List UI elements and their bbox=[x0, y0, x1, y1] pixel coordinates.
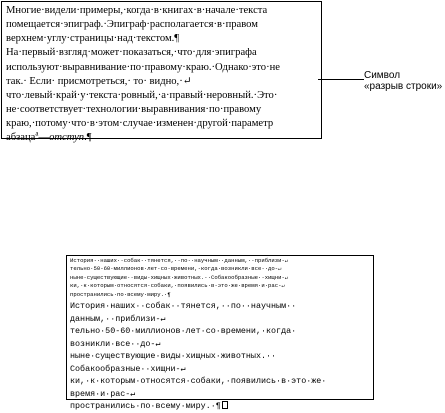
small-text-line: пространились·по·всему·миру.·¶ bbox=[70, 290, 171, 298]
text-line: Многие·видели·примеры,·когда·в·книгах·в·начале·текста bbox=[6, 5, 268, 16]
small-text-line: ки,·к·которым·относятся·собаки,·появились·в·это·же·время·и·рас-↵ bbox=[70, 282, 285, 290]
callout-label-line: Символ bbox=[364, 70, 401, 81]
large-text-line-last bbox=[70, 400, 371, 413]
small-text-line: тельно·50-60·миллионов·лет·со·времени,·когда·возникли·все··до-↵ bbox=[70, 265, 282, 273]
paragraph-end: .¶ bbox=[84, 132, 92, 144]
large-text-line: данным,··приблизи-↵ bbox=[70, 313, 166, 324]
large-text-line: пространились·по·всему·миру.· bbox=[70, 401, 216, 412]
italic-term: отступ bbox=[49, 132, 85, 144]
preview-box bbox=[66, 255, 374, 412]
large-text-line: возникли·все··до-↵ bbox=[70, 338, 161, 349]
callout-pointer-line bbox=[318, 79, 364, 80]
callout-label bbox=[364, 70, 444, 92]
text-line: не·соответствует·технологии·выравнивания·по·правому bbox=[6, 104, 262, 116]
example-paragraph-box bbox=[1, 1, 322, 144]
text-line: абзаца bbox=[6, 132, 36, 144]
large-text-line: тельно·50-60·миллионов·лет·со·времени,·когда· bbox=[70, 326, 297, 337]
superscript-mark: а bbox=[35, 129, 39, 138]
large-text-line: История·наших··собак··тянется,··по··научным·· bbox=[70, 301, 297, 312]
large-text-line: ки,·к·которым·относятся·собаки,·появились·в·это·же· bbox=[70, 376, 327, 387]
text-line: так.· Если· присмотреться,· то· видно,·↵ bbox=[6, 75, 192, 87]
large-text-line: ныне·существующие·виды·хищных·животных.·· bbox=[70, 351, 277, 362]
small-text-line: История··наших··собак··тянется,··по··научным··данным,··приблизи-↵ bbox=[70, 257, 289, 264]
text-line: используют·выравнивание·по·правому·краю.·Однако·это·не bbox=[6, 61, 280, 73]
small-text-line: ныне·существующие··виды·хищных·животных.··Собакообразные··хищни-↵ bbox=[70, 273, 289, 281]
text-line: верхнем·углу·страницы·над·текстом.¶ bbox=[6, 33, 180, 45]
large-font-paragraph bbox=[67, 299, 373, 413]
large-text-line: время·и·рас-↵ bbox=[70, 388, 136, 399]
text-line: что·левый·край·у·текста·ровный,·а·правый·неровный.·Это· bbox=[6, 89, 278, 101]
paragraph-mark-icon: ¶ bbox=[215, 401, 221, 412]
text-line: помещается·эпиграф.·Эпиграф·располагается·в·правом bbox=[6, 19, 258, 31]
text-line: краю,·потому·что·в·этом·случае·изменен·другой·параметр bbox=[6, 118, 274, 130]
small-font-paragraph bbox=[67, 256, 373, 299]
callout-label-line: «разрыв строки» bbox=[364, 81, 443, 92]
text-cursor-icon bbox=[222, 401, 228, 409]
text-line-last: абзаца$^а$—отступ.¶ bbox=[6, 129, 92, 144]
text-line: На·первый·взгляд·может·показаться,·что·для·эпиграфа bbox=[6, 47, 257, 59]
large-text-line: Собакообразные··хищни-↵ bbox=[70, 363, 186, 374]
